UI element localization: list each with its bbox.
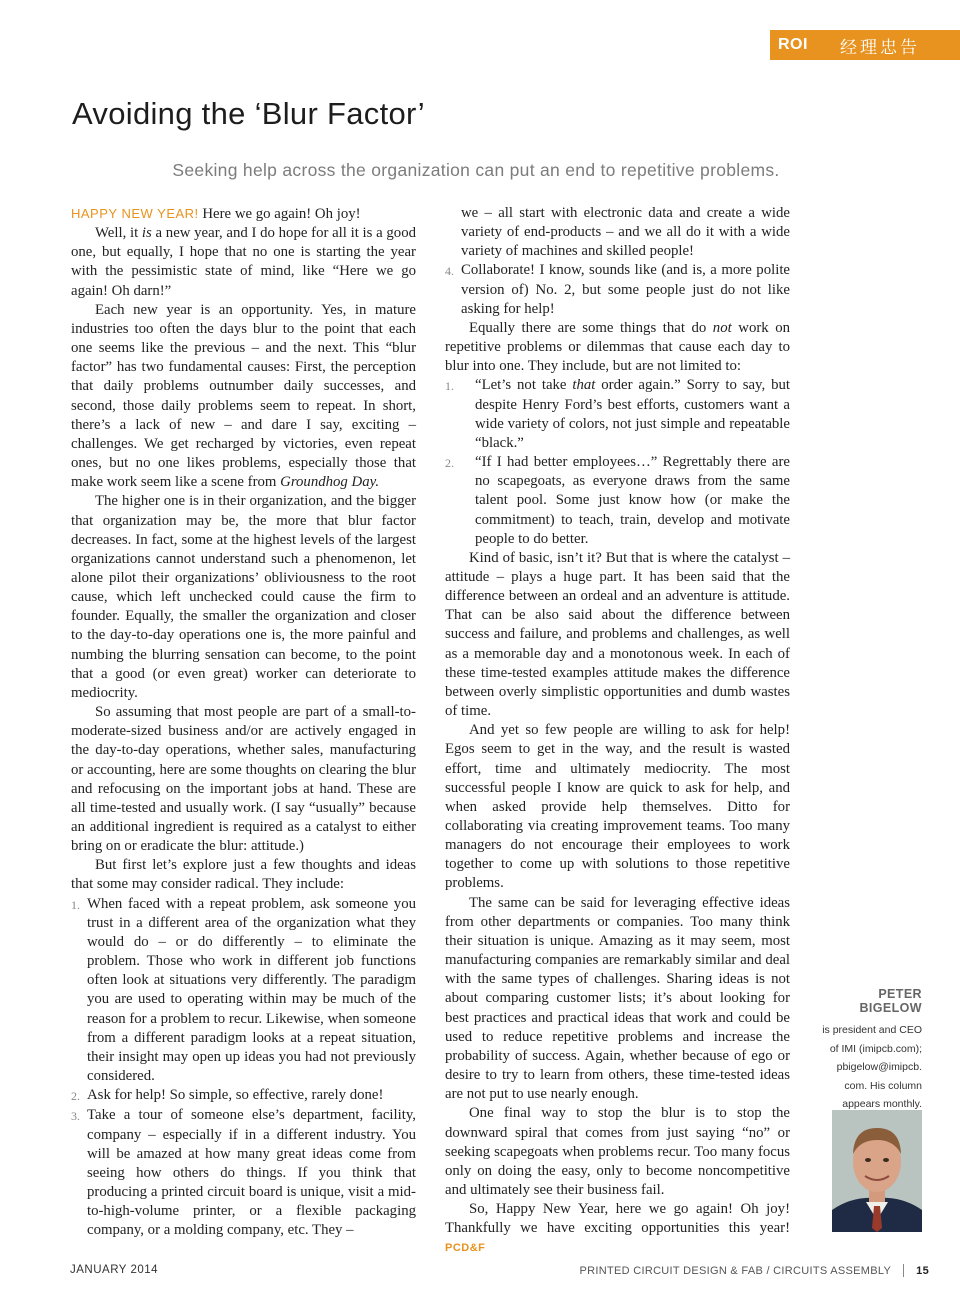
list-item-continued: we – all start with electronic data and create a wide variety of end-products – and we all do it with a wide variety of machines and skilled people! [461,205,790,260]
middle-column [445,204,790,1259]
section-tab [770,30,960,60]
paragraph: Well, it is a new year, and I do hope for all it is a good one, but equally, I hope that no one is starting the year with the pessimistic state of mind, like “Here we go again! Oh darn!” [71,225,416,299]
footer-divider [903,1264,904,1277]
list-item: 4. Collaborate! I know, sounds like (and is, a more polite version of) No. 2, but some people just do not like asking for help! [445,262,790,317]
issue-date: JANUARY 2014 [70,1264,159,1276]
paragraph: One final way to stop the blur is to stop the downward spiral that comes from just saying “no” or seeking scapegoats when problems recur. Too many focus only on doing the easy, only to become noncompetitive and ultimately see their business fail. [445,1105,790,1198]
paragraph: Kind of basic, isn’t it? But that is where the catalyst – attitude – plays a huge part. It has been said that the difference between an ordeal and an adventure is attitude. That can be also said about the difference between success and failure, and problems and challenges, as well as a memorable day and a monotonous week. In each of these time-tested examples attitude makes the difference between overly simplistic opportunities and dumb wastes of time. [445,549,790,720]
article-title: Avoiding the ‘Blur Factor’ [72,96,425,131]
paragraph: But first let’s explore just a few thoughts and ideas that some may consider radical. They include: [71,857,416,893]
lead-in: HAPPY NEW YEAR! [71,206,199,221]
author-photo [832,1110,922,1232]
list-item: 1. “Let’s not take that order again.” Sorry to say, but despite Henry Ford’s best efforts, customers want a wide variety of colors, not just simple and repeatable “black.” [445,377,790,451]
paragraph: So assuming that most people are part of a small-to-moderate-sized business and/or are actively engaged in the day-to-day operations, whether sales, manufacturing or accounting, here are some thoughts on clearing the blur and refocusing on the important jobs at hand. These are all time-tested and usually work. (I say “usually” because an additional ingredient is required as a catalyst to either bring on or eradicate the blur: attitude.) [71,704,416,855]
paragraph: Each new year is an opportunity. Yes, in mature industries too often the days blur to the point that each one seems like the previous – and the next. This “blur factor” has two fundamental causes: First, the perception that daily problems outnumber daily successes, and second, those daily problems seem to repeat. In short, there’s a lack of new – and dare I say, exciting – challenges. We get recharged by victories, even repeat ones, but no one likes problems, especially those that make work seem like a scene from Groundhog Day. [71,301,416,491]
paragraph: The higher one is in their organization, and the bigger that organization may be, the more that blur factor decreases. In fact, some at the highest levels of the largest organizations cannot understand such a phenomenon, let alone pilot their organizations’ obliviousness to the root cause, which left unchecked could cause the firm to founder. Equally, the smaller the organization and closer to the day-to-day operations one is, the more painful and numbing the blurring sensation can become, to the point that a good (or even great) worker can deteriorate to mediocrity. [71,493,416,701]
section-label: ROI [778,36,808,53]
author-name: PETER BIGELOW [859,987,922,1015]
end-signature: PCD&F [445,1242,486,1255]
paragraph: And yet so few people are willing to ask for help! Egos seem to get in the way, and the result is wasted effort, time and ultimately mediocrity. The most successful people I know are quick to ask for help, and when asked provide help themselves. Ditto for collaborating via creating improvement teams. Too many managers do not encourage their employees to work together to come up with solutions to those repetitive problems. [445,722,790,892]
publication-name: PRINTED CIRCUIT DESIGN & FAB / CIRCUITS ASSEMBLY [579,1264,892,1277]
paragraph: Equally there are some things that do not work on repetitive problems or dilemmas that cause each day to blur into one. They include, but are not limited to: [445,319,790,375]
author-bio-text: is president and CEO of IMI (imipcb.com); pbigelow@imipcb. com. His column appears monthly. [822,1024,922,1110]
paragraph: The same can be said for leveraging effective ideas from other departments or companies. Too many think their situation is unique. Amazing as it may seem, most manufacturing companies are remarkably similar and deal with the same types of challenges. Sharing ideas is not about comparing customer lists; it’s about looking for best practices and practical ideas that work and could be used to reduce repetitive problems and increase the probability of success. Again, whether because of ego or desire to try to learn from others, these time-tested ideas are not put to use nearly enough. [445,894,790,1103]
left-column [71,204,416,1240]
list-item: 3. Take a tour of someone else’s department, facility, company – especially if in a different industry. You will be amazed at how many great ideas come from seeing how others do things. If you think that producing a printed circuit board is unique, visit a mid-to-high-volume printer, or a flexible packaging company, or a molding company, etc. They – [71,1107,416,1239]
footer-publication [579,1264,929,1277]
section-label-chinese: 经理忠告 [839,37,920,58]
lead-paragraph: HAPPY NEW YEAR! Here we go again! Oh joy! [71,206,361,222]
closing-paragraph: So, Happy New Year, here we go again! Oh joy! Thankfully we have exciting opportunities this year! PCD&F [445,1201,790,1255]
list-item: 1. When faced with a repeat problem, ask someone you trust in a different area of the organization what they would do – or do differently – to eliminate the problem. Those who work in different job functions often look at situations very differently. The paradigm you are used to operating within may be much of the reason for a problem to recur. Likewise, when someone from a different paradigm looks at a repeat situation, their insight may open up ideas you had not previously considered. [71,895,416,1085]
author-bio [820,987,922,1114]
article-deck: Seeking help across the organization can put an end to repetitive problems. [172,160,780,180]
page-number: 15 [916,1264,929,1277]
list-item: 2. Ask for help! So simple, so effective, rarely done! [71,1087,384,1104]
list-item: 2. “If I had better employees…” Regrettably there are no scapegoats, as everyone draws from the same talent pool. Some just know how (or make the commitment) to teach, train, develop and motivate people to do better. [445,454,790,547]
